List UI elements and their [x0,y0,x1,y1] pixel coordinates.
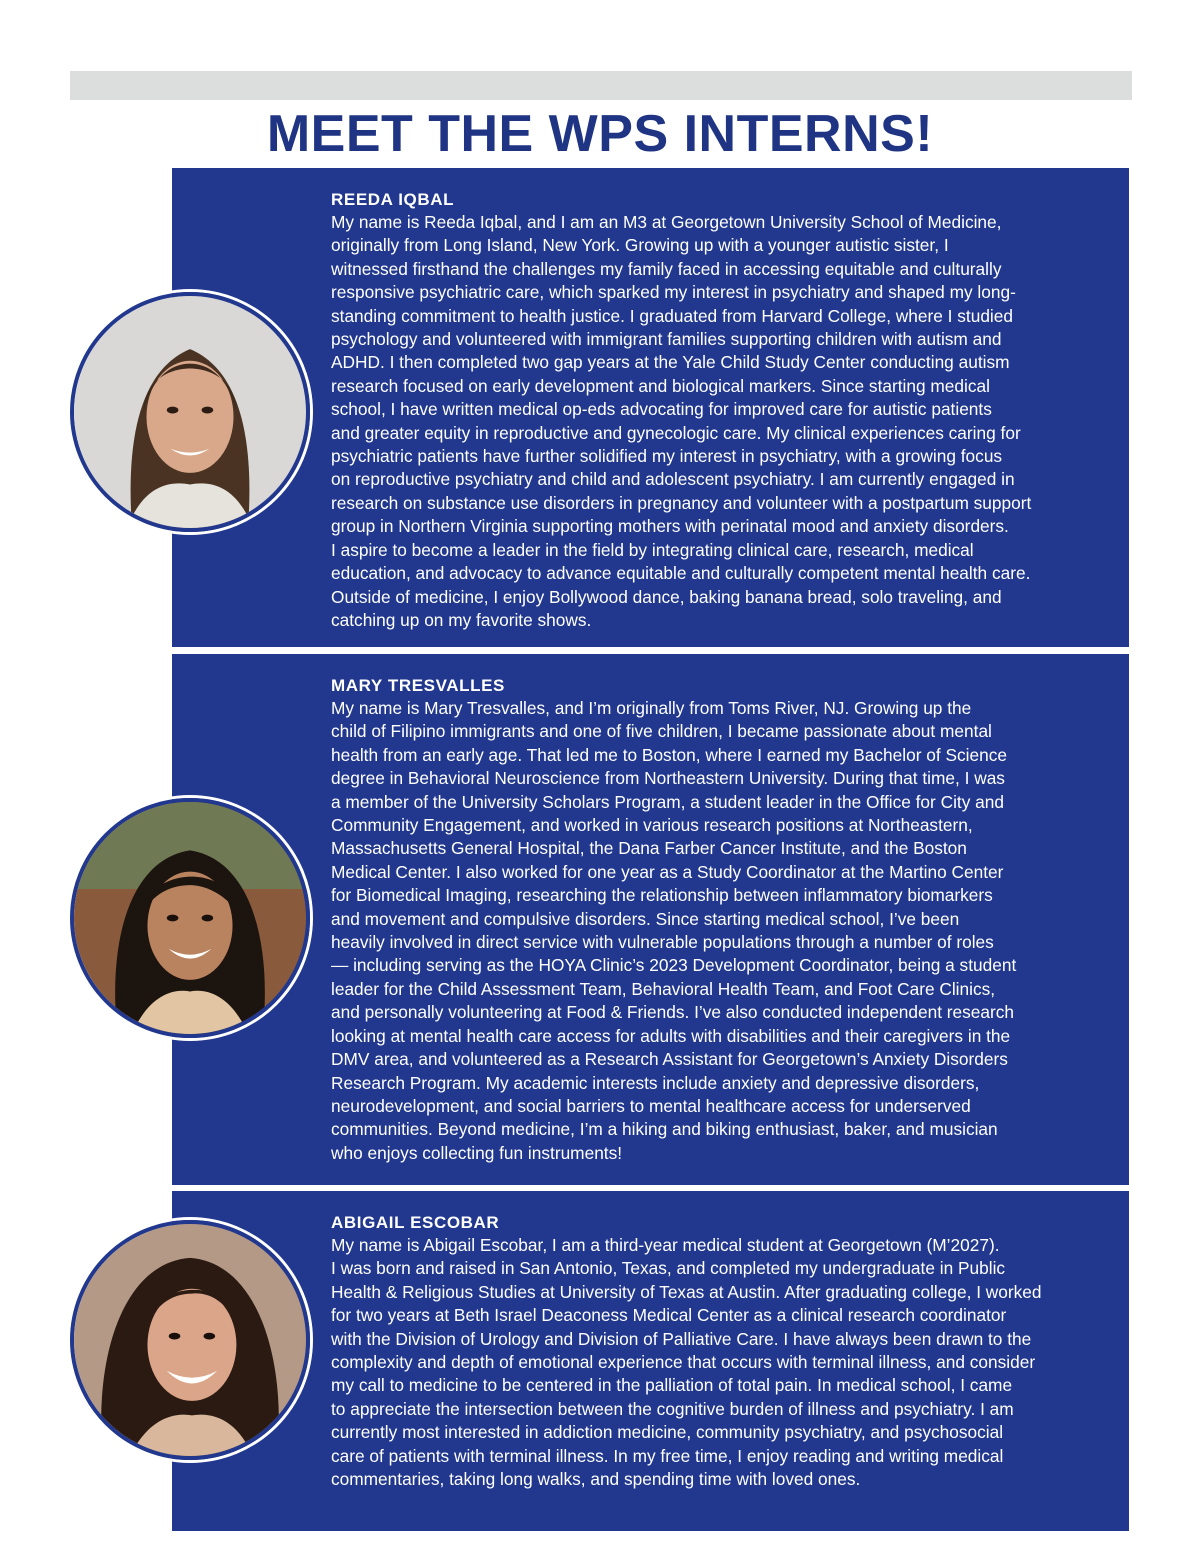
portrait-image [74,1224,306,1456]
intern-bio: My name is Mary Tresvalles, and I’m originally from Toms River, NJ. Growing up the child of Filipino immigrants and one of five children, I became passionate about mental health from an early age. That led me to Boston, where I earned my Bachelor of Science degree in Behavioral Neuroscience from Northeastern University. During that time, I was a member of the University Scholars Program, a student leader in the Office for City and Community Engagement, and worked in various research positions at Northeastern, Massachusetts General Hospital, the Dana Farber Cancer Institute, and the Boston Medical Center. I also worked for one year as a Study Coordinator at the Martino Center for Biomedical Imaging, researching the relationship between inflammatory biomarkers and movement and compulsive disorders. Since starting medical school, I’ve been heavily involved in direct service with vulnerable populations through a number of roles — including serving as the HOYA Clinic’s 2023 Development Coordinator, being a student leader for the Child Assessment Team, Behavioral Health Team, and Foot Care Clinics, and personally volunteering at Food & Friends. I’ve also conducted independent research looking at mental health care access for adults with disabilities and their caregivers in the DMV area, and volunteered as a Research Assistant for Georgetown’s Anxiety Disorders Research Program. My academic interests include anxiety and depressive disorders, neurodevelopment, and social barriers to mental healthcare access for underserved communities. Beyond medicine, I’m a hiking and biking enthusiast, baker, and musician who enjoys collecting fun instruments! [331,698,1017,1163]
intern-name: REEDA IQBAL [331,190,455,209]
intern-photo-mary-tresvalles [70,798,310,1038]
portrait-image [74,296,306,528]
intern-bio: My name is Abigail Escobar, I am a third-year medical student at Georgetown (M’2027). I was born and raised in San Antonio, Texas, and completed my undergraduate in Public Health & Religious Studies at University of Texas at Austin. After graduating college, I worked for two years at Beth Israel Deaconess Medical Center as a clinical research coordinator with the Division of Urology and Division of Palliative Care. I have always been drawn to the complexity and depth of emotional experience that occurs with terminal illness, and consider my call to medicine to be centered in the palliation of total pain. In medical school, I came to appreciate the intersection between the cognitive burden of illness and psychiatry. I am currently most interested in addiction medicine, community psychiatry, and psychosocial care of patients with terminal illness. In my free time, I enjoy reading and writing medical commentaries, taking long walks, and spending time with loved ones. [331,1235,1042,1490]
intern-card-reeda-iqbal [172,168,1129,647]
intern-bio: My name is Reeda Iqbal, and I am an M3 at Georgetown University School of Medicine, originally from Long Island, New York. Growing up with a younger autistic sister, I witnessed firsthand the challenges my family faced in accessing equitable and culturally responsive psychiatric care, which sparked my interest in psychiatry and shaped my long- standing commitment to health justice. I graduated from Harvard College, where I studied psychology and volunteered with immigrant families supporting children with autism and ADHD. I then completed two gap years at the Yale Child Study Center conducting autism research focused on early development and biological markers. Since starting medical school, I have written medical op-eds advocating for improved care for autistic patients and greater equity in reproductive and gynecologic care. My clinical experiences caring for psychiatric patients have further solidified my interest in psychiatry, with a growing focus on reproductive psychiatry and child and adolescent psychiatry. I am currently engaged in research on substance use disorders in pregnancy and volunteer with a postpartum support group in Northern Virginia supporting mothers with perinatal mood and anxiety disorders. I aspire to become a leader in the field by integrating clinical care, research, medical education, and advocacy to advance equitable and culturally competent mental health care. Outside of medicine, I enjoy Bollywood dance, baking banana bread, solo traveling, and catching up on my favorite shows. [331,212,1032,630]
header-bar [70,71,1132,100]
intern-name: ABIGAIL ESCOBAR [331,1213,500,1232]
intern-photo-abigail-escobar [70,1220,310,1460]
page-title: MEET THE WPS INTERNS! [266,105,934,163]
intern-card-abigail-escobar [172,1191,1129,1531]
portrait-image [74,802,306,1034]
intern-card-mary-tresvalles [172,654,1129,1185]
intern-name: MARY TRESVALLES [331,676,505,695]
intern-photo-reeda-iqbal [70,292,310,532]
